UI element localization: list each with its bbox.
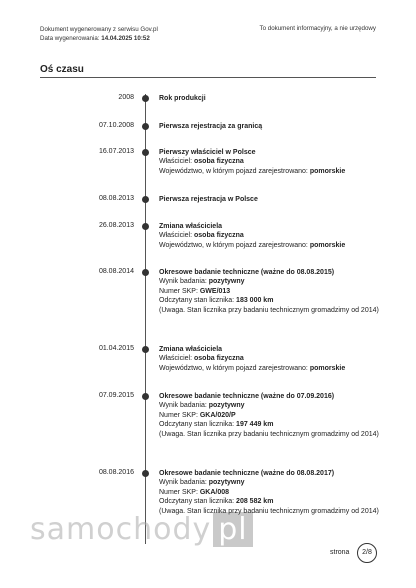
event-detail-label: Odczytany stan licznika: [159, 498, 235, 506]
event-detail [159, 287, 379, 296]
event-detail-value: GKA/020/P [199, 411, 236, 419]
timeline-dot-icon [142, 196, 149, 203]
event-detail-value: 208 582 km [236, 498, 274, 506]
disclaimer: To dokument informacyjny, a nie urzędowy [259, 25, 376, 32]
event-detail [159, 420, 379, 429]
document-header-info [40, 25, 158, 43]
event-title: Pierwsza rejestracja za granicą [159, 123, 263, 130]
event-date: 01.04.2015 [98, 345, 134, 352]
event-detail [159, 277, 379, 286]
event-detail [159, 488, 379, 497]
event-date: 08.08.2013 [98, 195, 134, 202]
generated-date-label: Data wygenerowania: [40, 35, 100, 42]
event-detail [159, 241, 379, 250]
timeline-dot-icon [142, 346, 149, 353]
event-detail [159, 497, 379, 506]
page-number: 2/8 [357, 543, 377, 563]
event-detail [159, 157, 379, 166]
event-date: 2008 [118, 94, 134, 101]
timeline-dot-icon [142, 149, 149, 156]
event-content [159, 469, 379, 516]
event-detail-value: GKA/008 [199, 488, 230, 496]
event-title: Zmiana właściciela [159, 346, 223, 353]
generated-date [40, 34, 158, 43]
event-detail-value: osoba fizyczna [194, 355, 244, 363]
event-detail-value: GWE/013 [199, 287, 231, 295]
event-detail [159, 364, 379, 373]
event-detail-label: Wynik badania: [159, 479, 207, 487]
timeline-dot-icon [142, 223, 149, 230]
page-label: strona [330, 549, 350, 556]
event-content [159, 392, 379, 439]
event-detail [159, 430, 379, 439]
event-detail-value: pozytywny [208, 402, 245, 410]
event-content [159, 94, 379, 103]
event-title: Rok produkcji [159, 95, 206, 102]
section-divider [40, 77, 376, 78]
event-content [159, 195, 379, 204]
event-detail-label: (Uwaga. Stan licznika przy badaniu technicznym gromadzimy od 2014) [159, 306, 379, 314]
event-detail-label: Właściciel: [159, 158, 193, 166]
event-date: 07.10.2008 [98, 122, 134, 129]
event-detail [159, 306, 379, 315]
event-date: 16.07.2013 [98, 148, 134, 155]
event-detail-value: 197 449 km [236, 421, 274, 429]
event-title: Zmiana właściciela [159, 223, 223, 230]
event-detail-label: Wynik badania: [159, 402, 207, 410]
event-date: 08.08.2014 [98, 268, 134, 275]
event-date: 08.08.2016 [98, 469, 134, 476]
event-detail-label: Właściciel: [159, 355, 193, 363]
timeline-dot-icon [142, 470, 149, 477]
event-detail-label: Odczytany stan licznika: [159, 297, 235, 305]
event-detail [159, 231, 379, 240]
event-detail-value: pomorskie [309, 364, 346, 372]
event-detail [159, 167, 379, 176]
event-title: Okresowe badanie techniczne (ważne do 08.08.2015) [159, 269, 335, 276]
event-title: Pierwsza rejestracja w Polsce [159, 196, 258, 203]
event-date: 26.08.2013 [98, 222, 134, 229]
event-detail-label: Województwo, w którym pojazd zarejestrowano: [159, 364, 308, 372]
event-title: Okresowe badanie techniczne (ważne do 07.09.2016) [159, 393, 335, 400]
event-title: Pierwszy właściciel w Polsce [159, 149, 256, 156]
event-detail-label: Numer SKP: [159, 488, 198, 496]
event-content [159, 122, 379, 131]
event-detail-label: Województwo, w którym pojazd zarejestrowano: [159, 167, 308, 175]
event-detail-label: (Uwaga. Stan licznika przy badaniu technicznym gromadzimy od 2014) [159, 430, 379, 438]
timeline-dot-icon [142, 393, 149, 400]
watermark-text: samochody [30, 512, 212, 547]
event-detail-value: pomorskie [309, 167, 346, 175]
event-detail [159, 354, 379, 363]
event-content [159, 148, 379, 176]
event-detail [159, 296, 379, 305]
event-content [159, 268, 379, 315]
timeline-dot-icon [142, 123, 149, 130]
event-detail-label: Numer SKP: [159, 287, 198, 295]
event-detail-value: pomorskie [309, 241, 346, 249]
event-detail-value: pozytywny [208, 278, 245, 286]
event-detail-value: pozytywny [208, 479, 245, 487]
event-detail-label: (Uwaga. Stan licznika przy badaniu technicznym gromadzimy od 2014) [159, 507, 379, 515]
timeline-dot-icon [142, 269, 149, 276]
event-detail-label: Odczytany stan licznika: [159, 421, 235, 429]
event-detail [159, 401, 379, 410]
event-detail-label: Właściciel: [159, 232, 193, 240]
event-detail [159, 478, 379, 487]
section-title: Oś czasu [40, 64, 84, 75]
event-title: Okresowe badanie techniczne (ważne do 08.08.2017) [159, 470, 335, 477]
event-date: 07.09.2015 [98, 392, 134, 399]
event-content [159, 345, 379, 373]
event-detail-label: Województwo, w którym pojazd zarejestrowano: [159, 241, 308, 249]
watermark-suffix: pl [213, 512, 252, 547]
generated-date-value: 14.04.2025 10:52 [101, 35, 150, 42]
event-detail-value: osoba fizyczna [194, 232, 244, 240]
event-detail-value: osoba fizyczna [194, 158, 244, 166]
source-note: Dokument wygenerowany z serwisu Gov.pl [40, 26, 158, 33]
event-detail-label: Wynik badania: [159, 278, 207, 286]
event-detail-label: Numer SKP: [159, 411, 198, 419]
timeline-dot-icon [142, 95, 149, 102]
event-detail-value: 183 000 km [236, 297, 274, 305]
event-content [159, 222, 379, 250]
watermark-logo [30, 512, 253, 547]
event-detail [159, 411, 379, 420]
